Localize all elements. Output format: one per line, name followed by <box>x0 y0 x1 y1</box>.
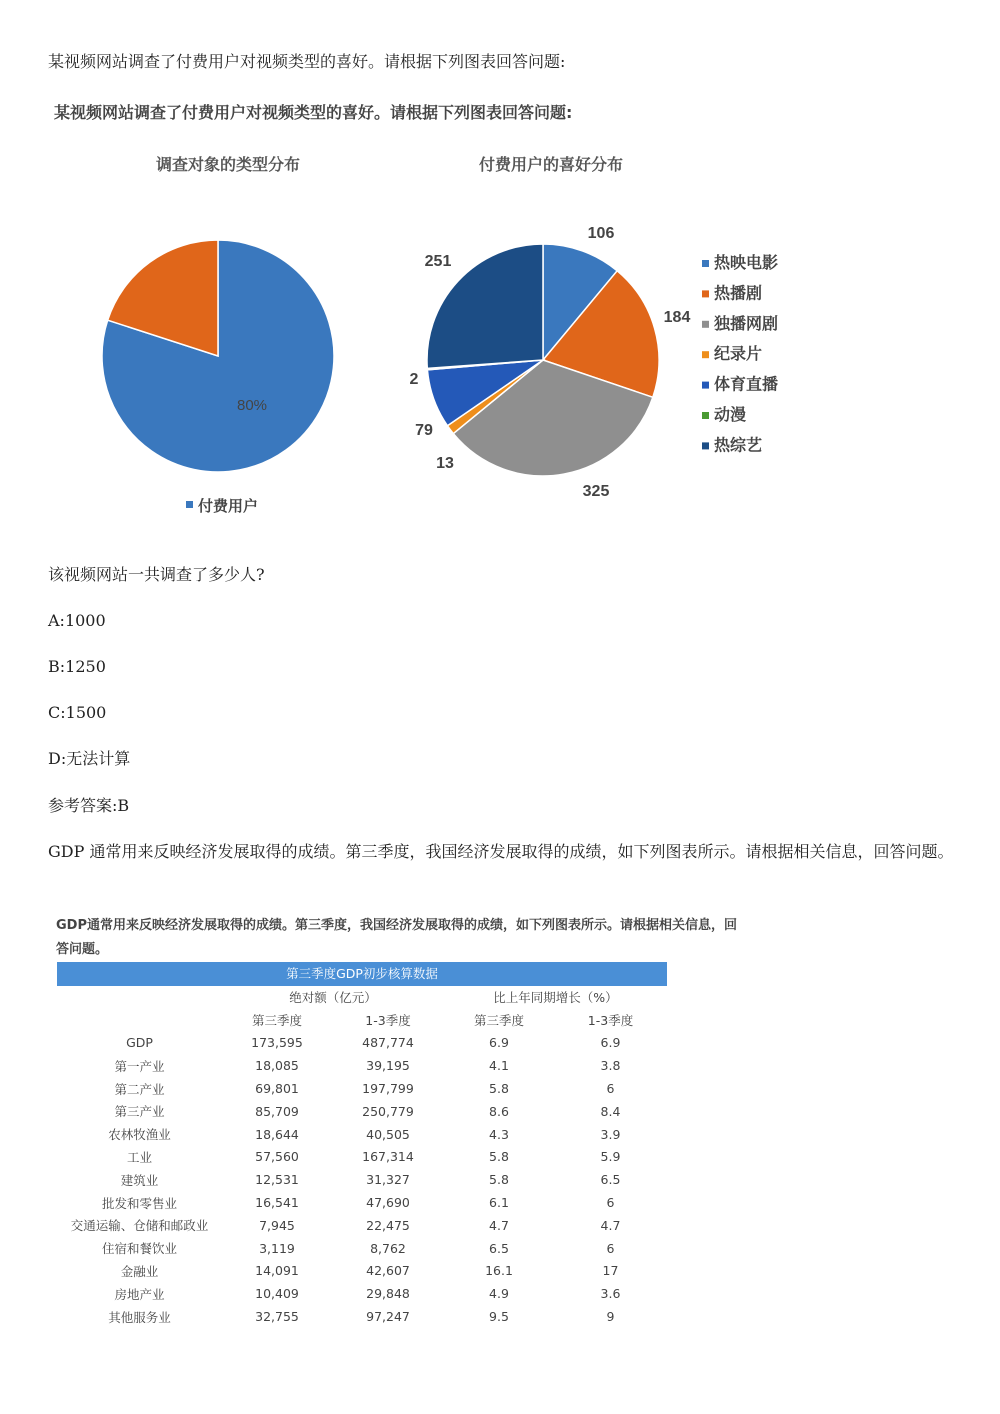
table-cell: 5.8 <box>489 1149 509 1165</box>
table-cell: 6.9 <box>600 1035 621 1051</box>
legend-swatch <box>702 321 709 328</box>
gdp-header-row-2 <box>57 1009 667 1032</box>
table-cell: 3.6 <box>600 1286 621 1302</box>
table-cell: 10,409 <box>255 1286 299 1302</box>
table-cell: 4.7 <box>489 1217 509 1233</box>
gdp-subheader: 1-3季度 <box>365 1013 411 1029</box>
row-label: GDP <box>126 1035 153 1051</box>
legend-label: 热映电影 <box>714 255 779 272</box>
table-row <box>57 1168 667 1191</box>
option-c: C:1500 <box>48 703 107 722</box>
table-cell: 6 <box>606 1240 615 1256</box>
gdp-group-growth: 比上年同期增长（%） <box>493 990 618 1006</box>
table-cell: 85,709 <box>255 1103 299 1119</box>
table-cell: 40,505 <box>366 1126 410 1142</box>
pie-figure <box>48 98 788 523</box>
table-row <box>57 1305 667 1328</box>
row-label: 房地产业 <box>114 1286 165 1302</box>
table-cell: 31,327 <box>366 1172 410 1188</box>
table-cell: 5.9 <box>600 1149 621 1165</box>
legend-label: 体育直播 <box>714 376 779 394</box>
row-label: 第一产业 <box>114 1058 165 1074</box>
gdp-subheader: 第三季度 <box>473 1013 524 1029</box>
table-cell: 39,195 <box>366 1058 410 1074</box>
figure-caption: 某视频网站调查了付费用户对视频类型的喜好。请根据下列图表回答问题: <box>54 103 573 122</box>
table-cell: 6.5 <box>600 1172 621 1188</box>
table-cell: 4.1 <box>489 1058 509 1074</box>
table-row <box>57 1032 667 1055</box>
table-cell: 6 <box>606 1195 615 1211</box>
gdp-table-title: 第三季度GDP初步核算数据 <box>57 962 667 986</box>
intro-paragraph: 某视频网站调查了付费用户对视频类型的喜好。请根据下列图表回答问题: <box>48 52 566 71</box>
gdp-figure <box>52 910 812 1330</box>
table-row <box>57 1077 667 1100</box>
table-cell: 4.7 <box>600 1217 621 1233</box>
table-cell: 29,848 <box>366 1286 410 1302</box>
legend-label: 付费用户 <box>198 498 259 515</box>
row-label: 农林牧渔业 <box>108 1127 171 1143</box>
table-cell: 9.5 <box>489 1309 509 1325</box>
table-cell: 6 <box>606 1081 615 1097</box>
legend-label: 独播网剧 <box>714 315 779 333</box>
table-cell: 22,475 <box>366 1217 410 1233</box>
pie-data-label: 325 <box>582 483 610 500</box>
gdp-caption-line2: 答问题。 <box>56 942 109 957</box>
table-cell: 487,774 <box>362 1035 414 1051</box>
legend-swatch <box>702 260 709 267</box>
table-cell: 97,247 <box>366 1309 410 1325</box>
table-cell: 6.1 <box>489 1195 509 1211</box>
legend-swatch <box>702 382 709 389</box>
table-cell: 9 <box>606 1309 615 1325</box>
pie-data-label: 80% <box>236 397 268 414</box>
table-cell: 14,091 <box>255 1263 299 1279</box>
table-cell: 17 <box>602 1263 619 1279</box>
legend-label: 纪录片 <box>714 346 763 364</box>
table-cell: 69,801 <box>255 1081 299 1097</box>
table-cell: 18,644 <box>255 1126 299 1142</box>
legend-swatch <box>186 501 193 508</box>
table-row <box>57 1282 667 1305</box>
legend-label: 热播剧 <box>714 285 763 303</box>
table-cell: 16.1 <box>485 1263 513 1279</box>
table-cell: 3.8 <box>600 1058 621 1074</box>
table-cell: 8.4 <box>600 1103 621 1119</box>
table-cell: 7,945 <box>259 1217 295 1233</box>
row-label: 第二产业 <box>114 1081 165 1097</box>
legend-swatch <box>702 442 709 449</box>
legend-swatch <box>702 412 709 419</box>
gdp-header-row-1 <box>57 986 667 1009</box>
option-d: D:无法计算 <box>48 749 131 768</box>
pie-data-label: 184 <box>663 309 691 326</box>
pie-data-label: 251 <box>424 253 452 270</box>
row-label: 工业 <box>126 1149 152 1165</box>
table-cell: 167,314 <box>362 1149 414 1165</box>
right-pie-title: 付费用户的喜好分布 <box>479 155 624 174</box>
gdp-group-absolute: 绝对额（亿元） <box>289 990 377 1006</box>
table-cell: 5.8 <box>489 1172 509 1188</box>
table-cell: 173,595 <box>251 1035 303 1051</box>
table-row <box>57 1214 667 1237</box>
table-cell: 18,085 <box>255 1058 299 1074</box>
row-label: 交通运输、仓储和邮政业 <box>70 1218 209 1234</box>
question-text: 该视频网站一共调查了多少人? <box>48 565 265 584</box>
row-label: 第三产业 <box>114 1104 165 1120</box>
legend-label: 动漫 <box>714 407 747 424</box>
left-pie-title: 调查对象的类型分布 <box>156 155 301 174</box>
table-cell: 197,799 <box>362 1081 414 1097</box>
table-row <box>57 1054 667 1077</box>
legend-label: 热综艺 <box>714 437 763 455</box>
table-cell: 47,690 <box>366 1195 410 1211</box>
row-label: 其他服务业 <box>108 1309 171 1325</box>
table-row <box>57 1237 667 1260</box>
table-row <box>57 1191 667 1214</box>
option-a: A:1000 <box>48 611 106 630</box>
table-cell: 4.3 <box>489 1126 509 1142</box>
pie-data-label: 13 <box>436 455 454 472</box>
table-cell: 3,119 <box>259 1240 295 1256</box>
option-b: B:1250 <box>48 657 106 676</box>
table-row <box>57 1123 667 1146</box>
gdp-subheader: 第三季度 <box>251 1013 302 1029</box>
row-label: 住宿和餐饮业 <box>101 1241 177 1257</box>
row-label: 批发和零售业 <box>101 1195 177 1211</box>
gdp-subheader: 1-3季度 <box>587 1013 634 1029</box>
table-cell: 12,531 <box>255 1172 299 1188</box>
gdp-table <box>57 986 667 1328</box>
row-label: 建筑业 <box>120 1172 159 1188</box>
table-cell: 42,607 <box>366 1263 410 1279</box>
pie-data-label: 2 <box>409 371 419 388</box>
table-cell: 6.9 <box>489 1035 509 1051</box>
table-cell: 32,755 <box>255 1309 299 1325</box>
table-row <box>57 1260 667 1283</box>
table-row <box>57 1146 667 1169</box>
pie-data-label: 106 <box>587 225 615 242</box>
row-label: 金融业 <box>120 1263 159 1279</box>
answer-text: 参考答案:B <box>48 796 130 815</box>
table-cell: 16,541 <box>255 1195 299 1211</box>
table-cell: 5.8 <box>489 1081 509 1097</box>
table-cell: 8,762 <box>370 1240 406 1256</box>
table-cell: 3.9 <box>600 1126 621 1142</box>
gdp-intro-paragraph: GDP 通常用来反映经济发展取得的成绩。第三季度，我国经济发展取得的成绩，如下列图表所示。请根据相关信息，回答问题。 <box>48 842 954 861</box>
table-row <box>57 1100 667 1123</box>
gdp-caption-line1: GDP通常用来反映经济发展取得的成绩。第三季度，我国经济发展取得的成绩，如下列图表所示。请根据相关信息，回 <box>56 918 737 933</box>
table-cell: 8.6 <box>489 1103 509 1119</box>
table-cell: 6.5 <box>489 1240 509 1256</box>
pie-charts <box>48 98 788 523</box>
legend-swatch <box>702 351 709 358</box>
table-cell: 4.9 <box>489 1286 509 1302</box>
pie-data-label: 79 <box>415 422 433 439</box>
table-cell: 57,560 <box>255 1149 299 1165</box>
legend-swatch <box>702 290 709 297</box>
table-cell: 250,779 <box>362 1103 414 1119</box>
